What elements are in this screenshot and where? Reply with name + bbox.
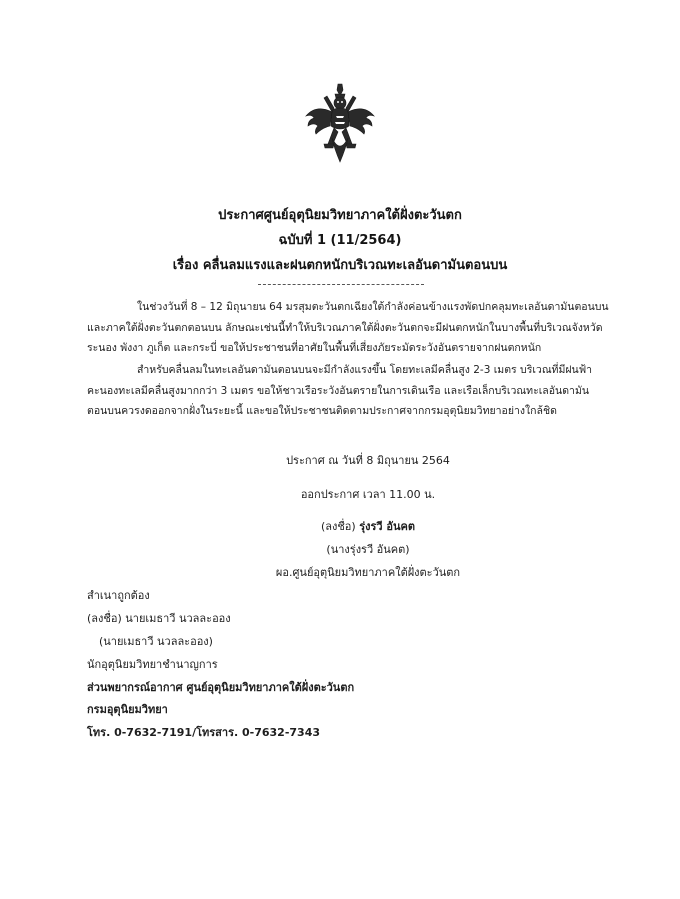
garuda-emblem-icon [302, 82, 378, 166]
announcement-number: ฉบับที่ 1 (11/2564) [278, 233, 402, 248]
announce-date: ประกาศ ณ วันที่ 8 มิถุนายน 2564 [286, 454, 450, 467]
body-line: ตอนบนควรงดออกจากฝั่งในระยะนี้ และขอให้ประชาชนติดตามประกาศจากกรมอุตุนิยมวิทยาอย่างใกล้ชิด [87, 405, 557, 417]
body-line: ระนอง พังงา ภูเก็ต และกระบี่ ขอให้ประชาชนที่อาศัยในพื้นที่เสี่ยงภัยระมัดระวังอันตรายจากฝนตกหนัก [87, 342, 542, 354]
certifier-signed: (ลงชื่อ) นายเมธาวี นวลละออง [87, 612, 231, 625]
department-name: ส่วนพยากรณ์อากาศ ศูนย์อุตุนิยมวิทยาภาคใต้ฝั่งตะวันตก [87, 681, 355, 694]
body-paragraph-2 [87, 360, 593, 422]
body-line: และภาคใต้ฝั่งตะวันตกตอนบน ลักษณะเช่นนี้ทำให้บริเวณภาคใต้ฝั่งตะวันตกจะมีฝนตกหนักในบางพื้นที่บริเวณจังหวัด [87, 321, 603, 334]
announce-time: ออกประกาศ เวลา 11.00 น. [300, 488, 436, 501]
body-line: ในช่วงวันที่ 8 – 12 มิถุนายน 64 มรสุมตะวันตกเฉียงใต้กำลังค่อนข้างแรงพัดปกคลุมทะเลอันดามันตอนบน [137, 301, 609, 313]
certified-copy: สำเนาถูกต้อง [87, 589, 150, 602]
certifier-title: นักอุตุนิยมวิทยาชำนาญการ [87, 658, 218, 671]
signature-name: (นางรุ่งรวี อันคต) [326, 543, 410, 556]
announcement-subject: เรื่อง คลื่นลมแรงและฝนตกหนักบริเวณทะเลอันดามันตอนบน [172, 258, 508, 273]
body-line: คะนองทะเลมีคลื่นสูงมากกว่า 3 เมตร ขอให้ชาวเรือระวังอันตรายในการเดินเรือ และเรือเล็กบริเวณทะเลอันดามัน [87, 384, 590, 397]
signed-prefix: (ลงชื่อ) [320, 520, 356, 533]
signature-signed [28, 517, 680, 535]
signed-name: รุ่งรวี อันคต [359, 520, 416, 533]
agency-name: กรมอุตุนิยมวิทยา [87, 703, 168, 716]
title-divider [258, 284, 424, 285]
signature-position: ผอ.ศูนย์อุตุนิยมวิทยาภาคใต้ฝั่งตะวันตก [275, 566, 461, 579]
announcement-title: ประกาศศูนย์อุตุนิยมวิทยาภาคใต้ฝั่งตะวันตก [218, 208, 462, 223]
certifier-name: (นายเมธาวี นวลละออง) [99, 635, 213, 648]
body-paragraph-1 [87, 297, 609, 359]
body-line: สำหรับคลื่นลมในทะเลอันดามันตอนบนจะมีกำลังแรงขึ้น โดยทะเลมีคลื่นสูง 2-3 เมตร บริเวณที่มีฝนฟ้า [137, 364, 593, 376]
contact-info: โทร. 0-7632-7191/โทรสาร. 0-7632-7343 [87, 726, 320, 739]
